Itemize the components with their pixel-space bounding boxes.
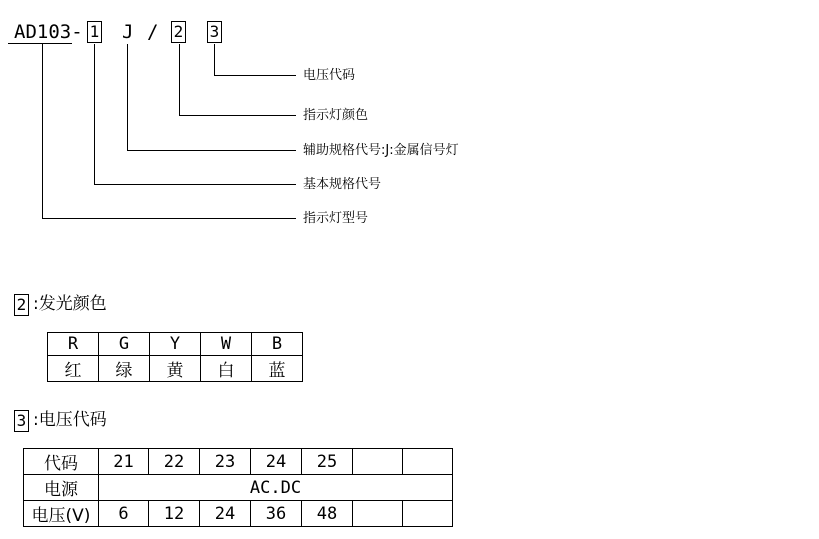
voltage-table xyxy=(23,448,453,527)
leader-voltage-horizontal xyxy=(214,75,296,76)
prefix-underline xyxy=(8,43,72,44)
section-3-box: 3 xyxy=(14,410,29,432)
model-code xyxy=(14,21,83,43)
section-2-box: 2 xyxy=(14,294,29,316)
voltage-code-cell xyxy=(403,449,453,475)
color-code-row xyxy=(48,333,303,356)
color-code-cell: W xyxy=(201,333,252,356)
slot-2-box: 2 xyxy=(171,21,186,43)
label-aux-spec: 辅助规格代号:J:金属信号灯 xyxy=(303,143,459,158)
voltage-value-row xyxy=(24,501,453,527)
voltage-code-cell: 25 xyxy=(302,449,353,475)
leader-color-vertical xyxy=(179,44,180,116)
voltage-code-cell: 23 xyxy=(200,449,251,475)
voltage-value-cell xyxy=(353,501,403,527)
voltage-value-cell: 24 xyxy=(200,501,251,527)
slash: / xyxy=(147,21,159,43)
leader-model-horizontal xyxy=(42,218,296,219)
row-label-code: 代码 xyxy=(24,449,99,475)
color-code-cell: G xyxy=(99,333,150,356)
leader-base-vertical xyxy=(94,44,95,185)
color-name-cell: 黄 xyxy=(150,356,201,382)
leader-color-horizontal xyxy=(179,115,296,116)
source-cell: AC.DC xyxy=(99,475,453,501)
row-label-source: 电源 xyxy=(24,475,99,501)
slot-3-box: 3 xyxy=(207,21,222,43)
voltage-code-cell xyxy=(353,449,403,475)
voltage-code-cell: 21 xyxy=(99,449,149,475)
voltage-code-cell: 24 xyxy=(251,449,302,475)
label-light-color: 指示灯颜色 xyxy=(303,108,369,123)
color-code-cell: Y xyxy=(150,333,201,356)
label-base-spec: 基本规格代号 xyxy=(303,177,382,192)
color-name-row xyxy=(48,356,303,382)
section-2-title: :发光颜色 xyxy=(33,294,107,314)
label-voltage-code: 电压代码 xyxy=(303,68,356,83)
leader-voltage-vertical xyxy=(214,44,215,76)
color-table xyxy=(47,332,303,382)
color-name-cell: 红 xyxy=(48,356,99,382)
leader-aux-vertical xyxy=(127,44,128,151)
voltage-code-row xyxy=(24,449,453,475)
section-3-title: :电压代码 xyxy=(33,410,107,430)
color-name-cell: 绿 xyxy=(99,356,150,382)
model-prefix: AD103- xyxy=(14,21,83,43)
color-code-cell: B xyxy=(252,333,303,356)
label-lamp-model: 指示灯型号 xyxy=(303,211,369,226)
leader-base-horizontal xyxy=(94,184,296,185)
voltage-value-cell: 12 xyxy=(149,501,200,527)
leader-model-vertical xyxy=(42,44,43,219)
voltage-value-cell: 36 xyxy=(251,501,302,527)
row-label-voltage: 电压(V) xyxy=(24,501,99,527)
color-name-cell: 蓝 xyxy=(252,356,303,382)
leader-aux-horizontal xyxy=(127,150,296,151)
voltage-value-cell: 6 xyxy=(99,501,149,527)
voltage-code-cell: 22 xyxy=(149,449,200,475)
slot-1-box: 1 xyxy=(87,21,102,43)
voltage-value-cell: 48 xyxy=(302,501,353,527)
color-name-cell: 白 xyxy=(201,356,252,382)
voltage-source-row xyxy=(24,475,453,501)
voltage-value-cell xyxy=(403,501,453,527)
letter-j: J xyxy=(122,21,134,43)
color-code-cell: R xyxy=(48,333,99,356)
